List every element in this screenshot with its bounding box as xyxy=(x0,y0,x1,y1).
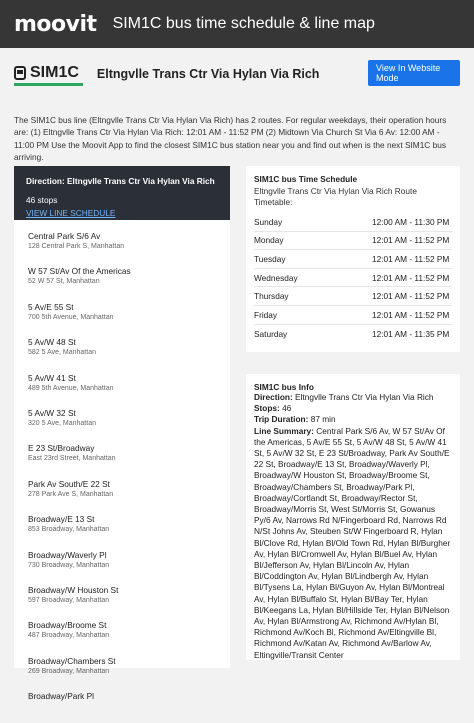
schedule-row xyxy=(254,306,452,325)
stop-address: 278 Park Ave S, Manhattan xyxy=(28,490,114,498)
info-stops xyxy=(254,403,452,414)
direction-panel xyxy=(14,166,230,702)
route-code: SIM1C xyxy=(30,63,79,81)
stops-label: Stops: xyxy=(254,403,280,414)
stop-name: 5 Av/W 32 St xyxy=(28,407,76,418)
direction-title: Direction: Eltngvlle Trans Ctr Via Hylan Via Rich xyxy=(26,176,215,186)
stop-address: 487 Broadway, Manhattan xyxy=(28,632,110,640)
info-duration xyxy=(254,414,452,425)
stop-address: 853 Broadway, Manhattan xyxy=(28,526,110,534)
stop-address: 269 Broadway, Manhattan xyxy=(28,667,110,675)
stop-address: 730 Broadway, Manhattan xyxy=(28,561,110,569)
info-summary xyxy=(254,426,452,661)
stop-name: Broadway/W Houston St xyxy=(28,584,119,595)
stop-address: East 23rd Street, Manhattan xyxy=(28,455,116,463)
stop-name: 5 Av/W 48 St xyxy=(28,337,76,348)
day-label: Friday xyxy=(254,309,278,320)
stop-name: Park Av South/E 22 St xyxy=(28,478,110,489)
direction-label: Direction: xyxy=(254,392,293,402)
direction-value: Eltngvlle Trans Ctr Via Hylan Via Rich xyxy=(295,392,434,402)
stop-name: 5 Av/E 55 St xyxy=(28,301,74,312)
stop-name: Broadway/Park Pl xyxy=(28,691,94,702)
stops-count: 46 stops xyxy=(26,195,58,205)
route-header xyxy=(14,60,460,88)
hours-value: 12:00 AM - 11:30 PM xyxy=(372,216,450,227)
day-label: Tuesday xyxy=(254,253,286,264)
stop-name: 5 Av/W 41 St xyxy=(28,372,76,383)
info-title: SIM1C bus Info xyxy=(254,382,314,392)
stop-item[interactable] xyxy=(14,302,230,334)
summary-value: Central Park S/6 Av, W 57 St/Av Of the Americas, 5 Av/E 55 St, 5 Av/W 48 St, 5 Av/W 41 St, 5 Av/W 32 St, E 23 St/Broadway, Park Av South/E 22 St, Broadway/E 13 St, Broadway/Waverly Pl, Broadway/W Houston St, Broadway/Broome St, Broadway/Chambers St, Broadway/Park Pl, Broadway/Cortlandt St, Broadway/Rector St, Broadway/Morris St, West St/Morris St, Gowanus Py/6 Av, Narrows Rd N/Fingerboard Rd, Narrows Rd N/St Johns Av, Steuben St/W Fingerboard R, Hylan Bl/Clove Rd, Hylan Bl/Old Town Rd, Hylan Bl/Burgher Av, Hylan Bl/Cromwell Av, Hylan Bl/Buel Av, Hylan Bl/Jefferson Av, Hylan Bl/Lincoln Av, Hylan Bl/Coddington Av, Hylan Bl/Lindbergh Av, Hylan Bl/Tysens La, Hylan Bl/Guyon Av, Hylan Bl/Montreal Av, Hylan Bl/Buffalo St, Hylan Bl/Bay Ter, Hylan Bl/Keegans La, Hylan Bl/Hillside Ter, Hylan Bl/Nelson Av, Hylan Bl/Armstrong Av, Richmond Av/Hylan Bl, Richmond Av/Koch Bl, Richmond Av/Eltingville Bl, Richmond Av/Katan Av, Richmond Av/Barlow Av, Eltingville/Transit Center xyxy=(254,425,451,660)
moovit-logo[interactable]: moovit xyxy=(14,11,97,37)
info-direction xyxy=(254,392,452,403)
hours-value: 12:01 AM - 11:52 PM xyxy=(372,309,450,320)
stop-address: 52 W 57 St, Manhattan xyxy=(28,278,100,286)
duration-value: 87 min xyxy=(310,414,336,425)
stop-name: Broadway/Broome St xyxy=(28,620,107,631)
route-name: Eltngvlle Trans Ctr Via Hylan Via Rich xyxy=(96,67,320,81)
summary-label: Line Summary: xyxy=(254,425,314,436)
stop-address: 320 5 Ave, Manhattan xyxy=(28,419,96,427)
stop-address: 489 5th Avenue, Manhattan xyxy=(28,384,114,392)
bus-icon xyxy=(14,66,26,80)
day-label: Thursday xyxy=(254,291,289,302)
hours-value: 12:01 AM - 11:52 PM xyxy=(372,272,450,283)
hours-value: 12:01 AM - 11:35 PM xyxy=(372,328,450,339)
bus-info-card xyxy=(246,374,460,660)
schedule-card xyxy=(246,166,460,352)
stop-address: 128 Central Park S, Manhattan xyxy=(28,243,125,250)
stop-item[interactable] xyxy=(14,514,230,546)
stop-name: Broadway/Waverly Pl xyxy=(28,549,107,560)
hours-value: 12:01 AM - 11:52 PM xyxy=(372,291,450,302)
direction-box xyxy=(14,166,230,220)
schedule-table xyxy=(254,213,452,343)
schedule-row xyxy=(254,287,452,306)
hours-value: 12:01 AM - 11:52 PM xyxy=(372,235,450,246)
day-label: Sunday xyxy=(254,216,283,227)
schedule-row xyxy=(254,325,452,344)
stop-address: 700 5th Avenue, Manhattan xyxy=(28,313,114,321)
page-title: SIM1C bus time schedule & line map xyxy=(112,15,375,32)
stop-item[interactable] xyxy=(14,620,230,652)
stop-item[interactable] xyxy=(14,479,230,511)
stop-name: W 57 St/Av Of the Americas xyxy=(28,266,131,277)
stop-address: 597 Broadway, Manhattan xyxy=(28,596,110,604)
top-bar xyxy=(0,0,474,48)
schedule-row xyxy=(254,213,452,232)
view-line-schedule-link[interactable]: VIEW LINE SCHEDULE xyxy=(26,208,116,218)
hours-value: 12:01 AM - 11:52 PM xyxy=(372,253,450,264)
schedule-title: SIM1C bus Time Schedule xyxy=(254,174,358,184)
stop-item[interactable] xyxy=(14,443,230,475)
stop-item[interactable] xyxy=(14,373,230,405)
stops-value: 46 xyxy=(282,403,292,414)
schedule-row xyxy=(254,250,452,269)
stop-item[interactable] xyxy=(14,231,230,263)
intro-text: The SIM1C bus line (Eltngvlle Trans Ctr Via Hylan Via Rich) has 2 routes. For regular weekdays, their operation hours are: (1) Eltngvlle Trans Ctr Via Hylan Via Rich: 12:01 AM - 11:52 PM (2) Midtown Via Church St Via 6 Av: 12:00 AM - 11:00 PM Use the Moovit App to find the closest SIM1C bus station near you and find out when is the next SIM1C bus arriving. xyxy=(14,115,447,162)
day-label: Saturday xyxy=(254,328,288,339)
stop-item[interactable] xyxy=(14,691,230,723)
stop-list xyxy=(14,220,230,702)
stop-item[interactable] xyxy=(14,550,230,582)
schedule-row xyxy=(254,269,452,288)
stop-name: Central Park S/6 Av xyxy=(28,231,101,241)
stop-address: 582 5 Ave, Manhattan xyxy=(28,349,96,357)
stop-item[interactable] xyxy=(14,266,230,298)
stop-item[interactable] xyxy=(14,656,230,688)
view-website-button[interactable]: View In Website Mode xyxy=(368,60,460,86)
stop-item[interactable] xyxy=(14,585,230,617)
stop-item[interactable] xyxy=(14,408,230,440)
route-badge xyxy=(14,62,83,86)
schedule-subtitle: Eltngvlle Trans Ctr Via Hylan Via Rich Route Timetable: xyxy=(254,186,417,207)
stop-name: E 23 St/Broadway xyxy=(28,443,95,454)
schedule-row xyxy=(254,232,452,251)
day-label: Wednesday xyxy=(254,272,298,283)
stop-name: Broadway/Chambers St xyxy=(28,655,116,666)
stop-name: Broadway/E 13 St xyxy=(28,514,95,525)
duration-label: Trip Duration: xyxy=(254,414,309,425)
stop-item[interactable] xyxy=(14,337,230,369)
day-label: Monday xyxy=(254,235,284,246)
